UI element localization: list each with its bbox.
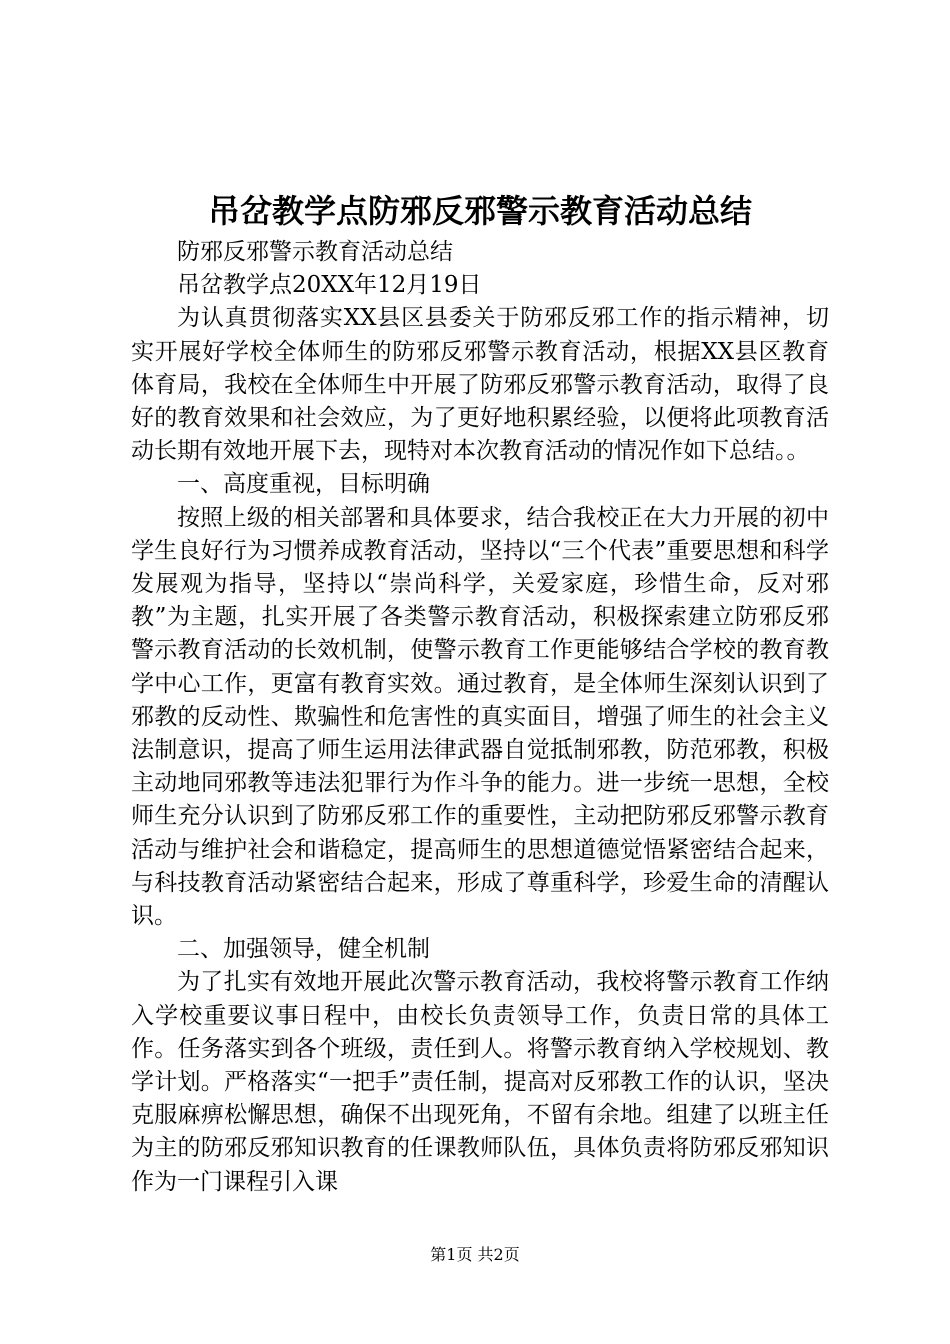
date-line: 吊岔教学点20XX年12月19日 [177, 272, 482, 299]
document-body [131, 236, 829, 1199]
page-footer: 第1页 共2页 [430, 1245, 520, 1264]
paragraph-intro: 为认真贯彻落实XX县区县委关于防邪反邪工作的指示精神，切实开展好学校全体师生的防邪反邪警示教育活动，根据XX县区教育体育局，我校在全体师生中开展了防邪反邪警示教育活动，取得了良好的教育效果和社会效应，为了更好地积累经验，以便将此项教育活动长期有效地开展下去，现特对本次教育活动的情况作如下总结。。 [131, 305, 829, 465]
paragraph-section-1: 按照上级的相关部署和具体要求，结合我校正在大力开展的初中学生良好行为习惯养成教育活动，坚持以“三个代表”重要思想和科学发展观为指导，坚持以“崇尚科学，关爱家庭，珍惜生命，反对邪教”为主题，扎实开展了各类警示教育活动，积极探索建立防邪反邪警示教育活动的长效机制，使警示教育工作更能够结合学校的教育教学中心工作，更富有教育实效。通过教育，是全体师生深刻认识到了邪教的反动性、欺骗性和危害性的真实面目，增强了师生的社会主义法制意识，提高了师生运用法律武器自觉抵制邪教，防范邪教，积极主动地同邪教等违法犯罪行为作斗争的能力。进一步统一思想，全校师生充分认识到了防邪反邪工作的重要性，主动把防邪反邪警示教育活动与维护社会和谐稳定，提高师生的思想道德觉悟紧密结合起来，与科技教育活动紧密结合起来，形成了尊重科学，珍爱生命的清醒认识。 [131, 504, 829, 930]
section-heading-1: 一、高度重视，目标明确 [177, 471, 430, 498]
section-heading-2: 二、加强领导，健全机制 [177, 936, 430, 963]
paragraph-section-2: 为了扎实有效地开展此次警示教育活动，我校将警示教育工作纳入学校重要议事日程中，由校长负责领导工作，负责日常的具体工作。任务落实到各个班级，责任到人。将警示教育纳入学校规划、教学计划。严格落实“一把手”责任制，提高对反邪教工作的认识，坚决克服麻痹松懈思想，确保不出现死角，不留有余地。组建了以班主任为主的防邪反邪知识教育的任课教师队伍，具体负责将防邪反邪知识作为一门课程引入课 [131, 969, 829, 1195]
subtitle-line: 防邪反邪警示教育活动总结 [177, 239, 453, 265]
document-title: 吊岔教学点防邪反邪警示教育活动总结 [207, 192, 752, 230]
